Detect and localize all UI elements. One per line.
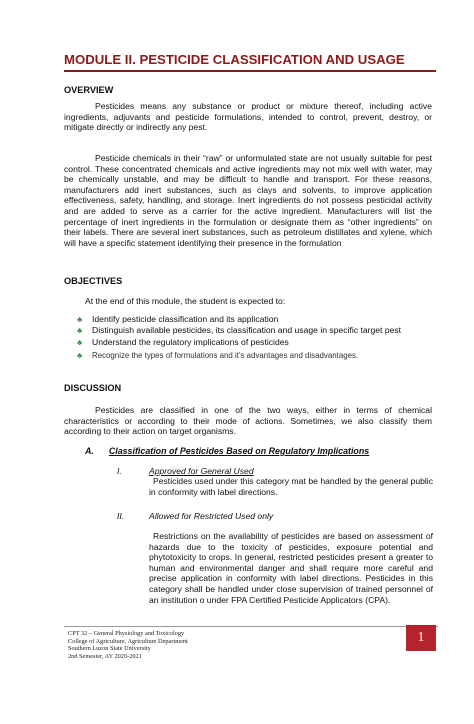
- item-2-title: Allowed for Restricted Used only: [149, 511, 274, 521]
- footer-college: College of Agriculture, Agriculture Department: [68, 637, 188, 645]
- footer-divider: [64, 626, 438, 627]
- clover-bullet-icon: ♣: [77, 337, 83, 347]
- module-title: MODULE II. PESTICIDE CLASSIFICATION AND USAGE: [64, 52, 436, 72]
- item-2-body: [149, 531, 433, 605]
- objectives-intro: At the end of this module, the student is expected to:: [85, 296, 286, 306]
- objective-text: Understand the regulatory implications of pesticides: [92, 336, 289, 347]
- footer-university: Southern Luzon State University: [68, 645, 151, 653]
- overview-paragraph-2: Pesticide chemicals in their “raw” or unformulated state are not usually suitable for pest control. These concentrated chemicals and active ingredients may not mix well with water, may be chemically unstable, and may be difficult to handle and transport. For these reasons, manufacturers add inert substances, such as clays and solvents, to improve application effectiveness, safety, handling, and storage. Inert ingredients do not possess pesticidal activity and are added to serve as a carrier for the active ingredient. Manufacturers will list the percentage of inert ingredients in the formulation or designate them as “other ingredients” on their labels. There are several inert substances, such as petroleum distillates and xylene, which will have a specific statement identifying their presence in the formulation: [64, 153, 432, 248]
- overview-paragraph-1: Pesticides means any substance or product or mixture thereof, including active ingredients, adjuvants and pesticide formulations, intended to control, prevent, destroy, or mitigate directly or indirectly any pest.: [64, 101, 432, 133]
- item-1-title: Approved for General Used: [149, 466, 254, 476]
- page-number-badge: 1: [406, 625, 436, 651]
- section-a-letter: A.: [85, 446, 94, 456]
- section-a-title: Classification of Pesticides Based on Regulatory Implications: [108, 446, 370, 456]
- footer-semester: 2nd Semester, AY 2020-2021: [68, 653, 142, 661]
- objective-text: Distinguish available pesticides, its classification and usage in specific target pest: [92, 325, 402, 336]
- list-item: [77, 325, 437, 336]
- objective-text: Recognize the types of formulations and it’s advantages and disadvantages.: [92, 350, 359, 360]
- footer-course: CPT 32 – General Physiology and Toxicology: [68, 630, 185, 637]
- item-2-number: II.: [117, 511, 125, 521]
- list-item: [77, 314, 437, 325]
- list-item: [77, 337, 437, 348]
- discussion-heading: DISCUSSION: [64, 383, 122, 393]
- clover-bullet-icon: ♣: [77, 350, 83, 360]
- objective-text: Identify pesticide classification and its application: [92, 314, 279, 324]
- item-1-body: [149, 476, 433, 497]
- discussion-paragraph: Pesticides are classified in one of the two ways, either in terms of chemical characteristics or according to their mode of actions. Sometimes, we also classify them according to their action on target organisms.: [64, 405, 432, 437]
- item-2-body-text: Restrictions on the availability of pesticides are based on assessment of hazards due to the toxicity of pesticides, exposure potential and phytotoxicity to crops. In general, restricted pesticides present a greater to human and environmental danger and shall require more careful and precise application in conformity with label directions. Pesticides in this category shall be handled under close supervision of trained personnel of an institution o under FPA Certified Pesticide Applicators (CPA).: [149, 531, 433, 605]
- item-1-number: I.: [117, 466, 122, 476]
- item-1-body-text: Pesticides used under this category mat be handled by the general public in conformity with label directions.: [149, 476, 433, 497]
- overview-heading: OVERVIEW: [64, 85, 114, 95]
- objectives-heading: OBJECTIVES: [64, 276, 123, 286]
- section-a-heading: [85, 446, 369, 456]
- objectives-list: [77, 314, 437, 361]
- clover-bullet-icon: ♣: [77, 326, 83, 336]
- clover-bullet-icon: ♣: [77, 315, 83, 324]
- list-item: [77, 350, 437, 361]
- footer-info: [68, 630, 188, 661]
